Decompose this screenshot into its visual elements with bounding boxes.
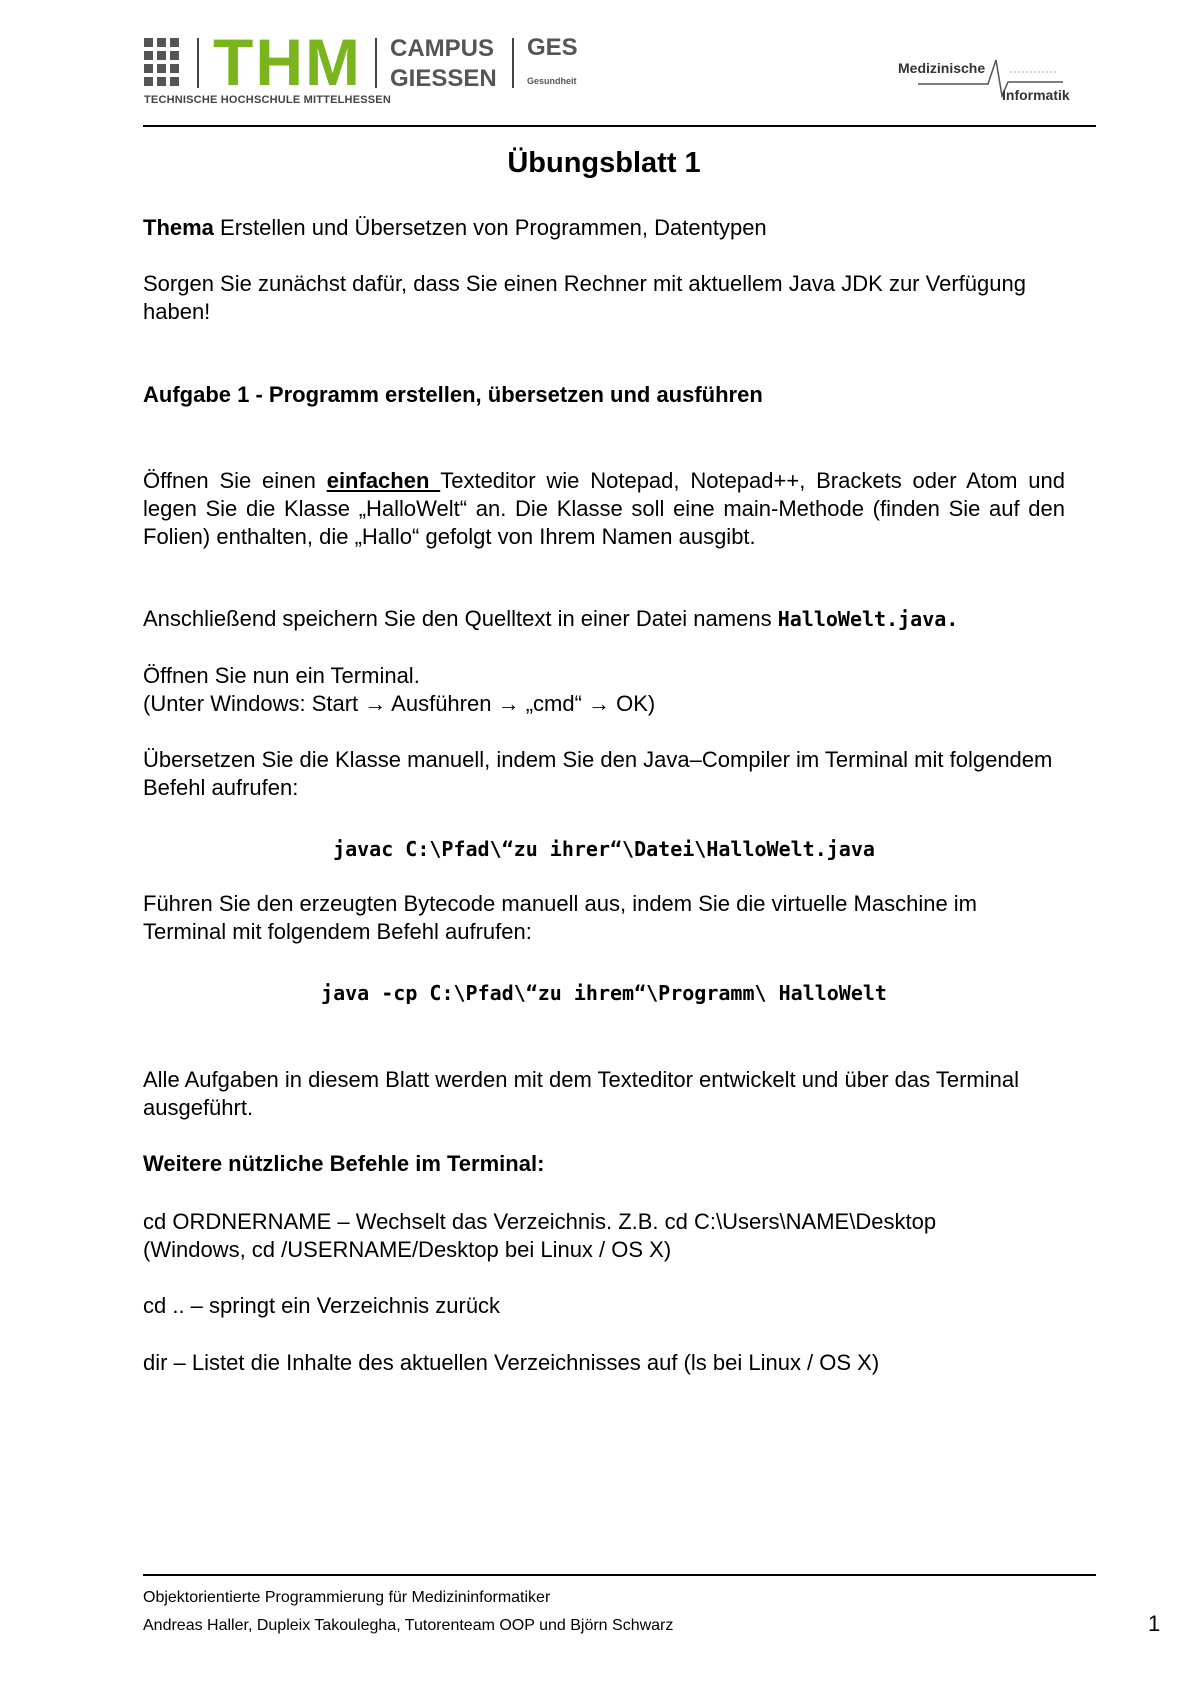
aufgabe1-paragraph4: Übersetzen Sie die Klasse manuell, indem Sie den Java–Compiler im Terminal mit folgendem Befehl aufrufen:: [143, 747, 1053, 800]
aufgabe1-heading: Aufgabe 1 - Programm erstellen, übersetzen und ausführen: [143, 382, 763, 407]
javac-command: javac C:\Pfad\“zu ihrer“\Datei\HalloWelt.java: [333, 837, 875, 861]
filename-code: HalloWelt.java.: [777, 607, 959, 631]
footer-course: Objektorientierte Programmierung für Medizininformatiker: [143, 1589, 551, 1606]
aufgabe1-paragraph2: [143, 605, 1065, 633]
logo-divider: [512, 38, 514, 88]
para1-underlined: einfachen: [326, 468, 441, 493]
logo-divider: [375, 38, 377, 88]
para2-text: Anschließend speichern Sie den Quelltext in einer Datei namens: [143, 606, 778, 631]
logo-divider: [197, 38, 199, 88]
aufgabe1-paragraph1: [143, 467, 1065, 551]
cd-up-description: cd .. – springt ein Verzeichnis zurück: [143, 1293, 501, 1318]
campus-line1: CAMPUS: [390, 35, 495, 62]
campus-label: [390, 34, 497, 94]
thm-logo-grid-icon: [144, 38, 182, 88]
ges-title: GES: [527, 34, 578, 61]
footer-rule: [143, 1574, 1096, 1576]
thm-logo-text: THM: [213, 25, 362, 99]
cd-command-description: [143, 1208, 1065, 1264]
dir-description: dir – Listet die Inhalte des aktuellen Verzeichnisses auf (ls bei Linux / OS X): [143, 1350, 880, 1375]
medizinische-label: Medizinische: [898, 60, 986, 76]
para3-line2: (Unter Windows: Start → Ausführen → „cmd“ → OK): [143, 691, 656, 716]
footer-authors: Andreas Haller, Dupleix Takoulegha, Tutorenteam OOP und Björn Schwarz: [143, 1617, 674, 1634]
befehle-heading: Weitere nützliche Befehle im Terminal:: [143, 1151, 545, 1176]
para1-after: Texteditor wie Notepad, Notepad++, Brackets oder Atom und legen Sie die Klasse „HalloWelt“ an. Die Klasse soll eine main-Methode (finden Sie auf den Folien) enthalten, die „Hallo“ gefolgt von Ihrem Namen ausgibt.: [143, 468, 1066, 549]
ges-subtitle: Gesundheit: [527, 76, 577, 86]
page-title: Übungsblatt 1: [507, 147, 701, 179]
campus-line2: GIESSEN: [390, 65, 497, 92]
informatik-label: Informatik: [1002, 87, 1070, 103]
thm-subtitle: TECHNISCHE HOCHSCHULE MITTELHESSEN: [144, 94, 391, 106]
aufgabe1-paragraph3: [143, 662, 1065, 718]
para1-before: Öffnen Sie einen: [143, 468, 327, 493]
intro-paragraph: Sorgen Sie zunächst dafür, dass Sie einen Rechner mit aktuellem Java JDK zur Verfügung haben!: [143, 271, 1026, 324]
aufgabe1-paragraph5: Führen Sie den erzeugten Bytecode manuell aus, indem Sie die virtuelle Maschine im Terminal mit folgendem Befehl aufrufen:: [143, 891, 978, 944]
java-command: java -cp C:\Pfad\“zu ihrem“\Programm\ HalloWelt: [321, 981, 887, 1005]
aufgabe1-paragraph6: Alle Aufgaben in diesem Blatt werden mit dem Texteditor entwickelt und über das Terminal ausgeführt.: [143, 1067, 1019, 1120]
header-rule: [143, 125, 1096, 127]
thema-label: Thema: [143, 215, 214, 240]
thema-text: Erstellen und Übersetzen von Programmen, Datentypen: [213, 215, 767, 240]
cd-line2: (Windows, cd /USERNAME/Desktop bei Linux / OS X): [143, 1237, 672, 1262]
cd-line1: cd ORDNERNAME – Wechselt das Verzeichnis. Z.B. cd C:\Users\NAME\Desktop: [143, 1209, 937, 1234]
thema-line: [143, 214, 1065, 242]
para3-line1: Öffnen Sie nun ein Terminal.: [143, 663, 420, 688]
page-number: 1: [1148, 1611, 1161, 1636]
